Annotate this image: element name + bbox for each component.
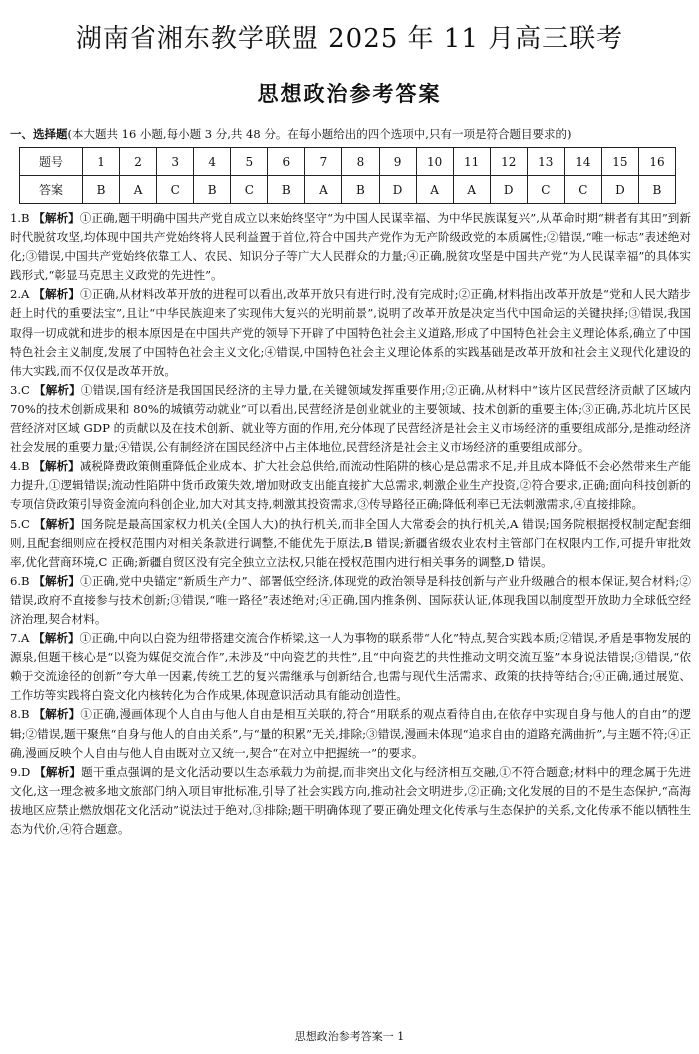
explanation-text: ①正确,题干明确中国共产党自成立以来始终坚守“为中国人民谋幸福、为中华民族谋复兴”,从革命时期“耕者有其田”到新时代脱贫攻坚,均体现中国共产党始终将人民利益置于首位,符合中国共产党作为无产阶级政党的本质属性;②错误,“唯一标志”表述绝对化;③错误,中国共产党始终依靠工人、农民、知识分子等广大人民群众的力量;④正确,脱贫攻坚是中国共产党“为人民谋幸福”的具体实践形式,“彰显马克思主义政党的先进性”。 bbox=[10, 211, 691, 283]
question-number: 8.B bbox=[10, 707, 30, 722]
question-explanation-8 bbox=[10, 705, 691, 762]
table-cell-answer: A bbox=[305, 176, 342, 204]
explanation-text: ①正确,漫画体现个人自由与他人自由是相互关联的,符合“用联系的观点看待自由,在依存中实现自身与他人的自由”的逻辑;②错误,题干聚焦“自身与他人的自由关系”,与“量的积累”无关,排除;③错误,漫画未体现“追求自由的道路充满曲折”,与主题不符;④正确,漫画反映个人自由与他人自由既对立又统一,契合“在对立中把握统一”的要求。 bbox=[10, 707, 691, 760]
table-cell-answer: D bbox=[490, 176, 527, 204]
table-cell-answer: B bbox=[342, 176, 379, 204]
table-cell-number: 5 bbox=[231, 148, 268, 176]
table-cell-number: 12 bbox=[490, 148, 527, 176]
table-cell-number: 15 bbox=[601, 148, 638, 176]
explanation-text: ①正确,党中央锚定“新质生产力”、部署低空经济,体现党的政治领导是科技创新与产业升级融合的根本保证,契合材料;②错误,政府不直接参与技术创新;③错误,“唯一路径”表述绝对;④正确,国内推条例、国际获认证,体现我国以制度型开放助力全球低空经济治理,契合材料。 bbox=[10, 573, 691, 626]
table-row-label-number: 题号 bbox=[20, 148, 83, 176]
table-cell-answer: C bbox=[564, 176, 601, 204]
table-cell-answer: B bbox=[194, 176, 231, 204]
analysis-tag: 【解析】 bbox=[33, 631, 80, 646]
analysis-tag: 【解析】 bbox=[33, 211, 80, 225]
analysis-tag: 【解析】 bbox=[33, 516, 81, 531]
table-cell-answer: C bbox=[157, 176, 194, 204]
explanation-text: ①正确,中向以白瓷为纽带搭建交流合作桥梁,这一人为事物的联系带“人化”特点,契合实践本质;②错误,矛盾是事物发展的源泉,但题干核心是“以瓷为媒促交流合作”,未涉及“中向瓷艺的共性”,且“中向瓷艺的共性推动文明交流互鉴”本身说法错误;③错误,“依赖于交流途径的创新”夸大单一因素,传统工艺的复兴需继承与创新结合,也需与现代生活需求、政策的扶持等结合;④正确,通过展览、工作坊等实践将白瓷文化内核转化为合作成果,体现意识活动具有能动创造性。 bbox=[10, 631, 691, 703]
analysis-tag: 【解析】 bbox=[33, 287, 81, 302]
question-number: 5.C bbox=[10, 516, 30, 531]
question-explanation-5 bbox=[10, 515, 691, 572]
table-row-label-answer: 答案 bbox=[20, 176, 83, 204]
answer-table-number-row bbox=[20, 148, 676, 176]
analysis-tag: 【解析】 bbox=[34, 764, 82, 779]
table-cell-number: 16 bbox=[638, 148, 675, 176]
question-explanation-3 bbox=[10, 381, 691, 457]
table-cell-number: 1 bbox=[83, 148, 120, 176]
table-cell-number: 6 bbox=[268, 148, 305, 176]
question-explanation-9 bbox=[10, 763, 691, 839]
question-number: 6.B bbox=[10, 573, 30, 588]
explanation-text: 减税降费政策侧重降低企业成本、扩大社会总供给,而流动性陷阱的核心是总需求不足,并且成本降低不会必然带来生产能力提升,①逻辑错误;流动性陷阱中货币政策失效,增加财政支出能直接扩大总需求,刺激企业生产投资,②符合要求,正确;面向科技创新的专项信贷政策引导资金流向科创企业,加大对其支持,刺激其投资需求,③传导路径正确;降低利率已无法刺激需求,④直接排除。 bbox=[10, 459, 692, 512]
table-cell-number: 3 bbox=[157, 148, 194, 176]
explanation-text: ①错误,国有经济是我国国民经济的主导力量,在关键领域发挥重要作用;②正确,从材料中“该片区民营经济贡献了区域内 70%的技术创新成果和 80%的城镇劳动就业”可以看出,民营经济是创业就业的主要领域、技术创新的重要主体;③正确,苏北坑片区民营经济对区域 GDP 的贡献以及在技术创新、就业等方面的作用,充分体现了民营经济是社会主义市场经济的重要组成部分,是推动经济社会发展的重要力量;④错误,公有制经济在国民经济中占主体地位,民营经济是社会主义市场经济的重要组成部分。 bbox=[10, 382, 691, 455]
question-number: 7.A bbox=[10, 631, 30, 646]
answer-table bbox=[19, 147, 676, 204]
explanations bbox=[10, 209, 691, 839]
page-subtitle: 思想政治参考答案 bbox=[257, 82, 442, 106]
table-cell-answer: A bbox=[416, 176, 453, 204]
table-cell-answer: B bbox=[268, 176, 305, 204]
analysis-tag: 【解析】 bbox=[33, 382, 81, 397]
table-cell-answer: A bbox=[120, 176, 157, 204]
table-cell-number: 11 bbox=[453, 148, 490, 176]
question-number: 1.B bbox=[10, 211, 30, 225]
table-cell-answer: B bbox=[638, 176, 675, 204]
table-cell-answer: B bbox=[83, 176, 120, 204]
table-cell-number: 13 bbox=[527, 148, 564, 176]
table-cell-answer: A bbox=[453, 176, 490, 204]
question-number: 3.C bbox=[10, 382, 30, 397]
page-title: 湖南省湘东教学联盟 2025 年 11 月高三联考 bbox=[75, 24, 624, 54]
answer-table-answer-row bbox=[20, 176, 676, 204]
table-cell-number: 8 bbox=[342, 148, 379, 176]
question-number: 2.A bbox=[10, 287, 30, 302]
table-cell-answer: C bbox=[527, 176, 564, 204]
question-explanation-1 bbox=[10, 209, 691, 285]
analysis-tag: 【解析】 bbox=[33, 459, 80, 474]
table-cell-number: 4 bbox=[194, 148, 231, 176]
analysis-tag: 【解析】 bbox=[33, 707, 81, 722]
page-footer: 思想政治参考答案一 1 bbox=[294, 1030, 405, 1043]
table-cell-number: 9 bbox=[379, 148, 416, 176]
question-explanation-2 bbox=[10, 285, 691, 380]
table-cell-answer: D bbox=[379, 176, 416, 204]
explanation-text: ①正确,从材料改革开放的进程可以看出,改革开放只有进行时,没有完成时;②正确,材料指出改革开放是“党和人民大踏步赶上时代的重要法宝”,且让“中华民族迎来了实现伟大复兴的光明前景”,说明了改革开放是决定当代中国命运的关键抉择;③错误,我国取得一切成就和进步的根本原因是在中国共产党的领导下开辟了中国特色社会主义道路,形成了中国特色社会主义理论体系,确立了中国特色社会主义制度,发展了中国特色社会主义文化;④错误,中国特色社会主义理论体系的实践基础是改革开放和社会主义现代化建设的伟大实践,而不仅仅是改革开放。 bbox=[10, 287, 691, 378]
question-number: 4.B bbox=[10, 459, 30, 474]
question-explanation-6 bbox=[10, 572, 691, 629]
table-cell-number: 7 bbox=[305, 148, 342, 176]
table-cell-number: 10 bbox=[416, 148, 453, 176]
question-number: 9.D bbox=[10, 764, 31, 779]
table-cell-answer: C bbox=[231, 176, 268, 204]
analysis-tag: 【解析】 bbox=[33, 573, 81, 588]
section-instructions: (本大题共 16 小题,每小题 3 分,共 48 分。在每小题给出的四个选项中,只有一项是符合题目要求的) bbox=[67, 127, 572, 141]
table-cell-answer: D bbox=[601, 176, 638, 204]
section-label: 一、选择题 bbox=[10, 127, 68, 141]
table-cell-number: 14 bbox=[564, 148, 601, 176]
section-heading bbox=[10, 126, 690, 142]
question-explanation-4 bbox=[10, 457, 691, 514]
explanation-text: 题干重点强调的是文化活动要以生态承载力为前提,而非突出文化与经济相互交融,①不符合题意;材料中的理念属于先进文化,这一理念被多地文旅部门纳入项目审批标准,引导了社会实践方向,推动社会文明进步,②正确;文化发展的目的不是生态保护,“高海拔地区应禁止燃放烟花文化活动”说法过于绝对,③排除;题干明确体现了要正确处理文化传承与生态保护的关系,文化传承不能以牺牲生态为代价,④符合题意。 bbox=[10, 764, 691, 836]
explanation-text: 国务院是最高国家权力机关(全国人大)的执行机关,而非全国人大常委会的执行机关,A 错误;国务院根据授权制定配套细则,且配套细则应在授权范围内对相关条款进行调整,不能优先于原法,B 错误;新疆省级农业农村主管部门在权限内工作,可提升审批效率,优化营商环境,C 正确;新疆自贸区没有完全独立立法权,只能在授权范围内进行相关事务的调整,D 错误。 bbox=[10, 516, 691, 569]
question-explanation-7 bbox=[10, 629, 691, 705]
table-cell-number: 2 bbox=[120, 148, 157, 176]
